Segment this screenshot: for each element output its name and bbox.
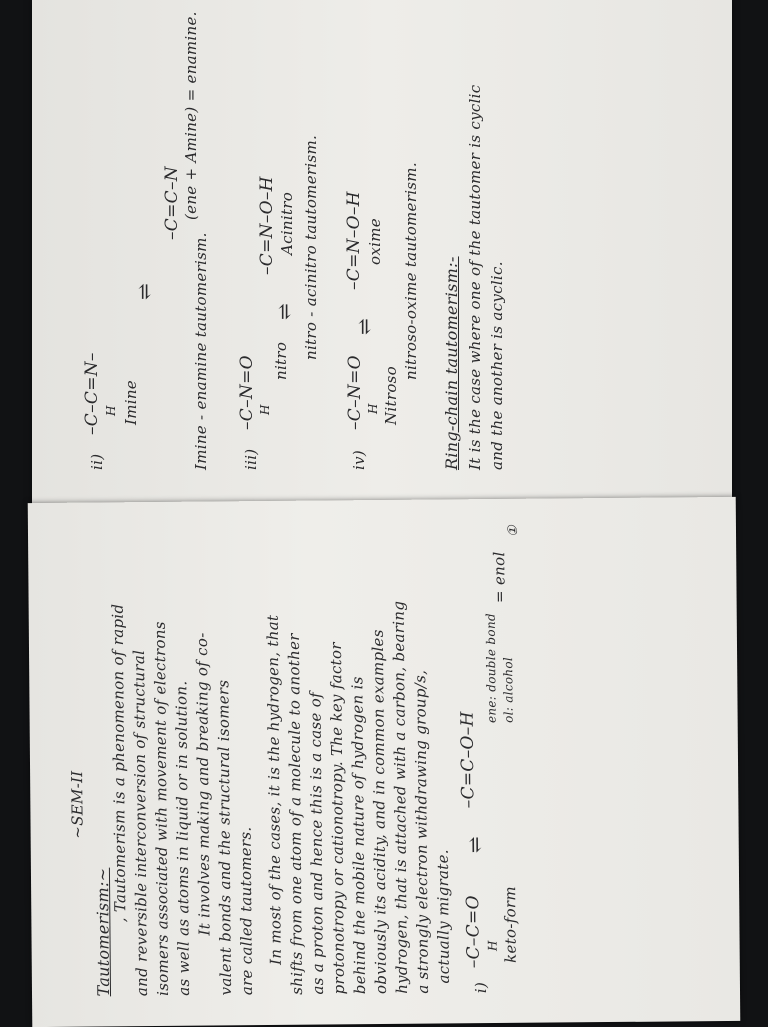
example-1-note-1: ene: double bond	[483, 613, 499, 724]
example-3-right-label: Acinitro	[278, 191, 296, 255]
para1-line-1: , Tautomerism is a phenomenon of rapid	[108, 603, 130, 923]
page-number: ①	[505, 524, 522, 537]
example-4-left: –C–N=O	[345, 355, 365, 430]
example-2-num: ii)	[88, 453, 106, 470]
left-notebook-page	[28, 497, 741, 1027]
example-1-note-2: ol: alcohol	[501, 656, 516, 723]
para1-line-6: valent bonds and the structural isomers	[214, 679, 236, 996]
section-heading: Tautomerism:~	[92, 867, 114, 997]
para2-line-7: hydrogen, that is attached with a carbon, bearing	[389, 600, 412, 994]
example-1-left-h: H	[485, 940, 500, 952]
ring-chain-text-1: It is the case where one of the tautomer is cyclic	[466, 84, 484, 470]
example-3-num: iii)	[242, 448, 260, 470]
example-4-right-label: oxime	[366, 218, 384, 265]
para1-line-4: as well as atoms in liquid or in solution.	[172, 680, 194, 996]
example-3-caption: nitro - acinitro tautomerism.	[302, 134, 320, 360]
example-2-left-h: H	[104, 405, 118, 416]
example-2-arrow: ⇌	[132, 282, 156, 300]
example-1-num: i)	[471, 981, 491, 994]
example-3-left-label: nitro	[272, 341, 290, 380]
para2-line-2: shifts from one atom of a molecule to another	[284, 633, 307, 995]
example-4-caption: nitroso-oxime tautomerism.	[402, 162, 420, 380]
example-4-num: iv)	[350, 449, 368, 470]
para1-line-7: are called tautomers.	[236, 826, 257, 996]
para2-line-5: behind the mobile nature of hydrogen is	[348, 676, 370, 995]
para2-line-6: obviously its acidity, and in common examples	[368, 629, 391, 995]
example-2-caption: Imine - enamine tautomerism.	[192, 232, 210, 470]
right-page-content	[32, 0, 732, 510]
example-2-left-label: Imine	[122, 380, 140, 425]
example-4-left-h: H	[366, 403, 380, 414]
example-2-left: –C–C=N–	[82, 352, 102, 435]
para2-line-9: actually migrate.	[433, 849, 453, 984]
example-3-arrow: ⇌	[272, 302, 296, 320]
example-1-left-label: keto-form	[501, 886, 520, 963]
para1-line-5: It involves making and breaking of co-	[192, 632, 214, 936]
example-1-right: –C=C–O–H	[457, 711, 479, 809]
para2-line-8: a strongly electron withdrawing group/s,	[411, 669, 433, 994]
para2-line-1: In most of the cases, it is the hydrogen, that	[263, 614, 285, 966]
para2-line-4: protonotropy or cationotropy. The key factor	[326, 642, 349, 995]
example-1-left: –C–C=O	[463, 895, 484, 969]
example-1-enol: = enol	[490, 551, 509, 604]
example-2-right: –C=C–N	[162, 166, 182, 240]
para2-line-3: as a proton and hence this is a case of	[306, 691, 328, 995]
example-3-left: –C–N=O	[237, 355, 257, 430]
example-4-arrow: ⇌	[352, 317, 376, 335]
ring-chain-text-2: and the another is acyclic.	[488, 261, 506, 470]
example-4-right: –C=N–O–H	[344, 191, 364, 290]
example-1-arrow: ⇌	[462, 836, 487, 854]
left-page-content	[28, 497, 741, 1027]
example-2-right-label: (ene + Amine) = enamine.	[182, 11, 200, 220]
example-3-left-h: H	[258, 404, 272, 415]
right-notebook-page	[32, 0, 732, 510]
example-4-left-label: Nitroso	[382, 366, 400, 425]
semester-header: ~SEM-II	[68, 770, 87, 839]
para1-line-2: and reversible interconversion of structural	[130, 649, 152, 997]
para1-line-3: isomers associated with movement of electrons	[150, 621, 173, 997]
example-3-right: –C=N–O–H	[257, 176, 277, 275]
ring-chain-heading: Ring-chain tautomerism:-	[442, 256, 461, 470]
